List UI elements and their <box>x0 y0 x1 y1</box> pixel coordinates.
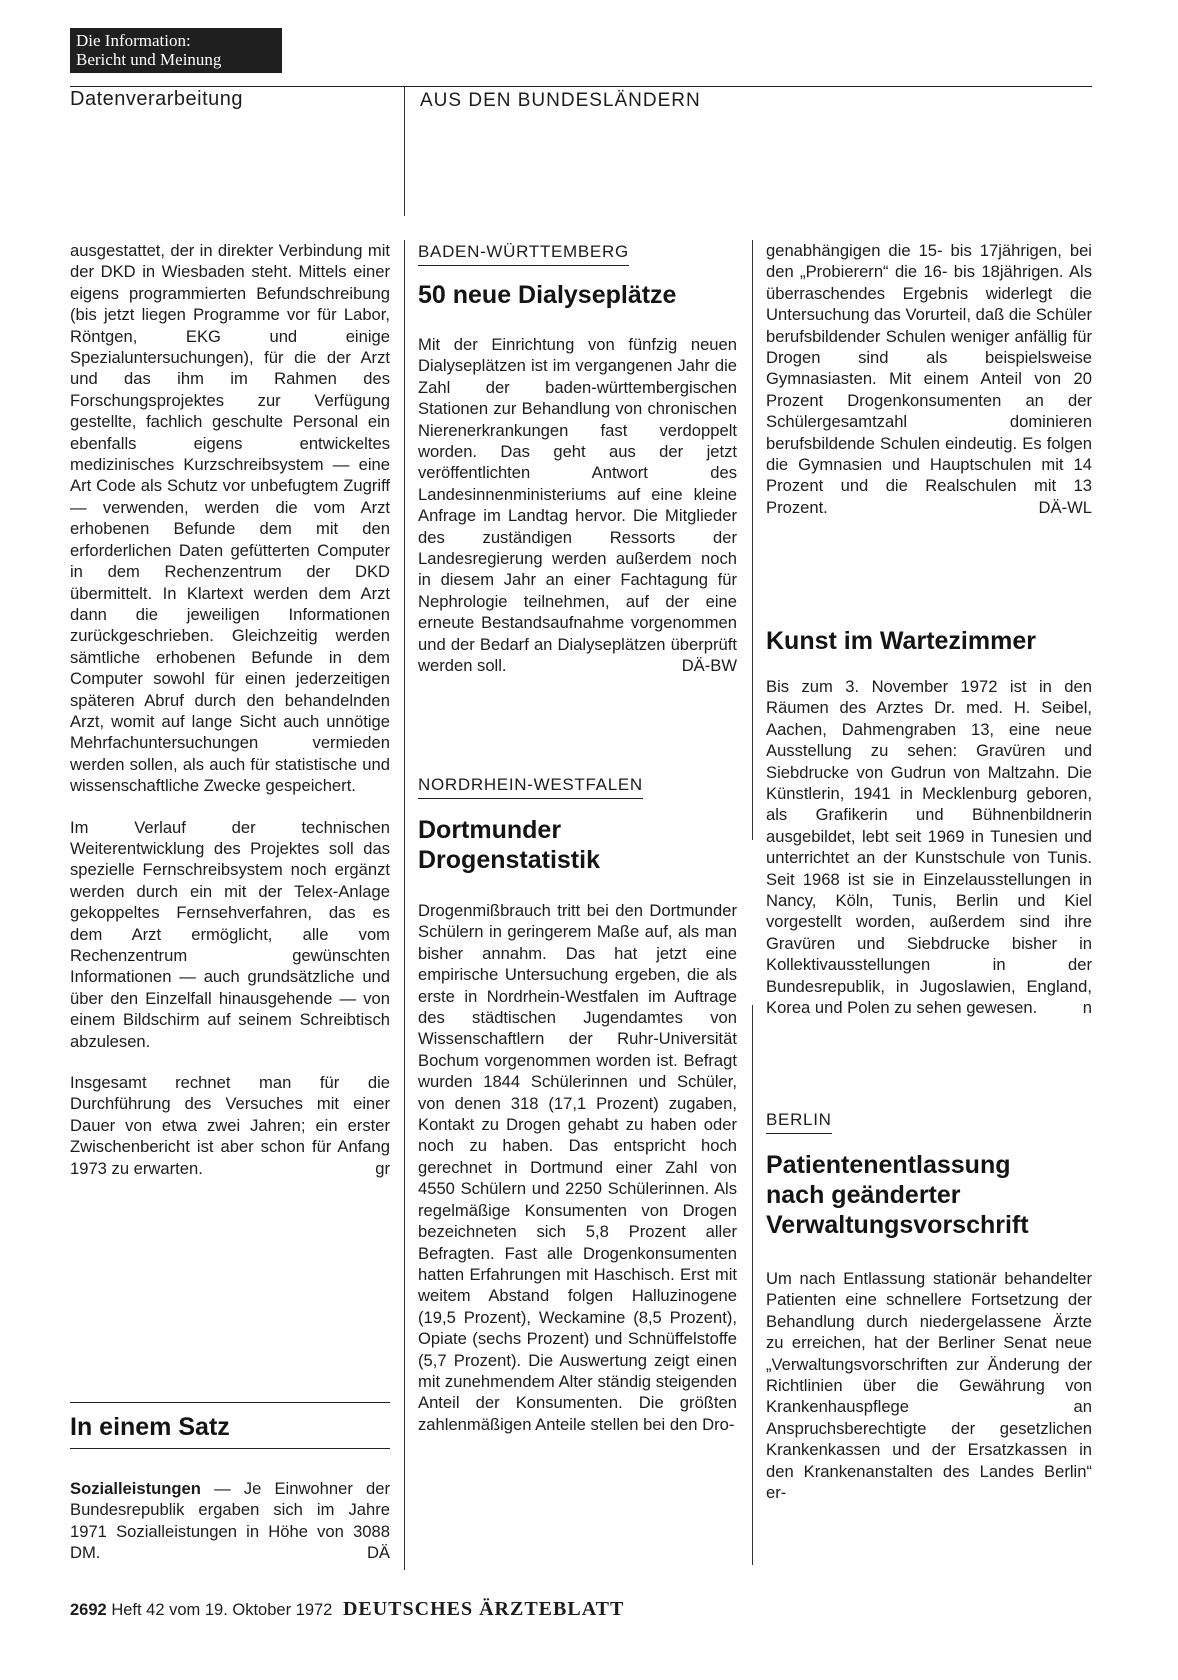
journal-title: DEUTSCHES ÄRZTEBLATT <box>342 1598 625 1620</box>
article-headline: Kunst im Wartezimmer <box>766 627 1036 655</box>
article-text: Drogenmißbrauch tritt bei den Dortmunder Schülern in geringerem Maße auf, als man bisher annahm. Das hat jetzt eine empirische Untersuchung ergeben, die als erste in Nordrhein-Westfalen im Auftrage des städtischen Jugendamtes von Wissenschaftlern der Ruhr-Universität Bochum vorgenommen worden ist. Befragt wurden 1844 Schülerinnen und Schüler, von denen 318 (17,1 Prozent) zugaben, Kontakt zu Drogen gehabt zu haben oder noch zu haben. Das entspricht hoch gerechnet in Dortmund einer Zahl von 4550 Schülern und 2250 Schülerinnen. Als regelmäßige Konsumenten von Drogen bezeichneten sich 5,8 Prozent aller Befragten. Fast alle Drogenkonsumenten hatten Erfahrungen mit Haschisch. Erst mit weitem Abstand folgen Halluzinogene (19,5 Prozent), Weckamine (8,5 Prozent), Opiate (sechs Prozent) und Schnüffelstoffe (5,7 Prozent). Die Auswertung zeigt einen mit zunehmendem Alter ständig steigenden Anteil der Konsumenten. Die größten zahlenmäßigen Anteile stellen bei den Dro- <box>418 901 737 1434</box>
author-signature: gr <box>375 1158 390 1178</box>
column-2-article-2 <box>418 900 737 1435</box>
article-text: Bis zum 3. November 1972 ist in den Räumen des Arztes Dr. med. H. Seibel, Aachen, Dahmengraben 13, eine neue Ausstellung zu sehen: Gravüren und Siebdrucke von Gudrun von Maltzahn. Die Künstlerin, 1941 in Mecklenburg geboren, als Grafikerin und Bühnenbildnerin ausgebildet, lebt seit 1969 in Tunesien und unterrichtet an der Kunstschule von Tunis. Seit 1968 ist sie in Einzelausstellungen in Nancy, Köln, Tunis, Berlin und Kiel vorgestellt worden, außerdem sind ihre Gravüren und Siebdrucke bisher in Kollektivausstellungen in der Bundesrepublik, in Jugoslawien, England, Korea und Polen zu sehen gewesen. <box>766 677 1092 1018</box>
headline-line-3: Verwaltungsvorschrift <box>766 1211 1029 1239</box>
header-rule <box>70 86 1092 87</box>
kicker-line-1: Die Information: <box>76 31 191 50</box>
page-number: 2692 <box>70 1601 107 1619</box>
column-divider-1 <box>404 240 405 1570</box>
headline-line-1: Patientenentlassung <box>766 1151 1011 1179</box>
article-paragraph: Im Verlauf der technischen Weiterentwicklung des Projektes soll das spezielle Fernschreibsystem noch ergänzt werden durch ein mit der Telex-Anlage gekoppeltes Fernsehverfahren, das es dem Arzt ermöglicht, alle vom Rechenzentrum gewünschten Informationen — auch grundsätzliche und über den Einzelfall hinausgehende — von einem Bildschirm auf seinem Schreibtisch abzulesen. <box>70 817 390 1051</box>
article-text: Mit der Einrichtung von fünfzig neuen Dialyseplätzen ist im vergangenen Jahr die Zahl der baden-württembergischen Stationen zur Behandlung von chronischen Nierenerkrankungen fast verdoppelt worden. Das geht aus der jetzt veröffentlichten Antwort des Landesinnenministeriums auf eine kleine Anfrage im Landtag hervor. Die Mitglieder des zuständigen Ressorts der Landesregierung werden außerdem noch in diesem Jahr an einer Fachtagung für Nephrologie teilnehmen, auf der eine erneute Bestandsaufnahme vorgenommen und der Bedarf an Dialyseplätzen überprüft werden soll. <box>418 335 737 676</box>
article-paragraph <box>70 1072 390 1179</box>
page-footer <box>70 1598 624 1621</box>
region-label <box>766 1110 832 1134</box>
column-divider-2b <box>752 1005 753 1565</box>
column-2-article-1 <box>418 334 737 677</box>
headline-line-2: Drogenstatistik <box>418 846 600 874</box>
author-signature: DÄ-BW <box>681 656 737 676</box>
author-signature: DÄ <box>366 1543 390 1563</box>
region-nrw: NORDRHEIN-WESTFALEN <box>418 775 643 799</box>
headline-line-2: nach geänderter <box>766 1181 961 1209</box>
section-header: AUS DEN BUNDESLÄNDERN <box>420 90 701 111</box>
short-news-lead: Sozialleistungen <box>70 1479 201 1498</box>
region-berlin: BERLIN <box>766 1110 832 1134</box>
box-title-rule <box>70 1448 390 1449</box>
article-headline <box>418 815 600 875</box>
article-text: genabhängigen die 15- bis 17jährigen, bei den „Probierern“ die 16- bis 18jährigen. Als überraschendes Ergebnis widerlegt die Untersuchung das Vorurteil, daß die Schüler berufsbildender Schulen weniger anfällig für Drogen sind als beispielsweise Gymnasiasten. Mit einem Anteil von 20 Prozent Drogenkonsumenten an der Schülergesamtzahl dominieren berufsbildende Schulen eindeutig. Es folgen die Gymnasien und Hauptschulen mit 14 Prozent und die Realschulen mit 13 Prozent. <box>766 241 1092 517</box>
paragraph-text: Insgesamt rechnet man für die Durchführung des Versuches mit einer Dauer von etwa zwei Jahren; ein erster Zwischenbericht ist aber schon für Anfang 1973 zu erwarten. <box>70 1073 390 1178</box>
region-label <box>418 242 629 266</box>
article-paragraph: ausgestattet, der in direkter Verbindung mit der DKD in Wiesbaden steht. Mittels einer eigens programmierten Befundschreibung (bis jetzt liegen Programme vor für Labor, Röntgen, EKG und einige Spezialuntersuchungen), für die der Arzt und das ihm im Rahmen des Forschungsprojektes zur Verfügung gestellte, fachlich geschulte Personal ein ebenfalls eigens entwickeltes medizinisches Kurzschreibsystem — eine Art Code als Schutz vor unbefugtem Zugriff — verwenden, werden die vom Arzt erhobenen Befunde dem mit den erforderlichen Daten gefütterten Computer in dem Rechenzentrum der DKD übermittelt. In Klartext werden dem Arzt dann die jeweiligen Informationen zurückgeschrieben. Gleichzeitig werden sämtliche erhobenen Befunde in dem Computer sowohl für einen jederzeitigen späteren Abruf durch den behandelnden Arzt, womit auf lange Sicht auch unnötige Mehrfachuntersuchungen vermieden werden sollen, als auch für statistische und wissenschaftliche Zwecke gespeichert. <box>70 241 390 796</box>
author-signature: n <box>1082 998 1092 1018</box>
box-title: In einem Satz <box>70 1413 230 1441</box>
short-news-text: — Je Einwohner der Bundesrepublik ergaben sich im Jahre 1971 Sozialleistungen in Höhe von 3088 DM. <box>70 1479 390 1563</box>
column-3-article-2 <box>766 676 1092 1019</box>
column-1 <box>70 240 390 1179</box>
headline-line-1: Dortmunder <box>418 816 562 844</box>
kicker-line-2: Bericht und Meinung <box>76 50 222 69</box>
column-3-article-3 <box>766 1268 1092 1503</box>
author-signature: DÄ-WL <box>1038 497 1092 517</box>
department-label: Datenverarbeitung <box>70 88 244 110</box>
column-divider-2 <box>752 240 753 840</box>
column-3-continuation <box>766 240 1092 518</box>
box-top-rule <box>70 1402 390 1403</box>
region-bw: BADEN-WÜRTTEMBERG <box>418 242 629 266</box>
article-headline <box>766 1150 1029 1240</box>
short-news-item <box>70 1478 390 1564</box>
section-kicker <box>70 28 282 73</box>
region-label <box>418 775 643 799</box>
issue-info: Heft 42 vom 19. Oktober 1972 <box>111 1601 333 1619</box>
header-divider <box>404 86 405 216</box>
article-text: Um nach Entlassung stationär behandelter Patienten eine schnellere Fortsetzung der Behandlung durch niedergelassene Ärzte zu erreichen, hat der Berliner Senat neue „Verwaltungsvorschriften zur Änderung der Richtlinien über die Gewährung von Krankenhauspflege an Anspruchsberechtigte der gesetzlichen Krankenkassen und der Ersatzkassen in den Krankenanstalten des Landes Berlin“ er- <box>766 1269 1092 1503</box>
article-headline: 50 neue Dialyseplätze <box>418 281 677 309</box>
